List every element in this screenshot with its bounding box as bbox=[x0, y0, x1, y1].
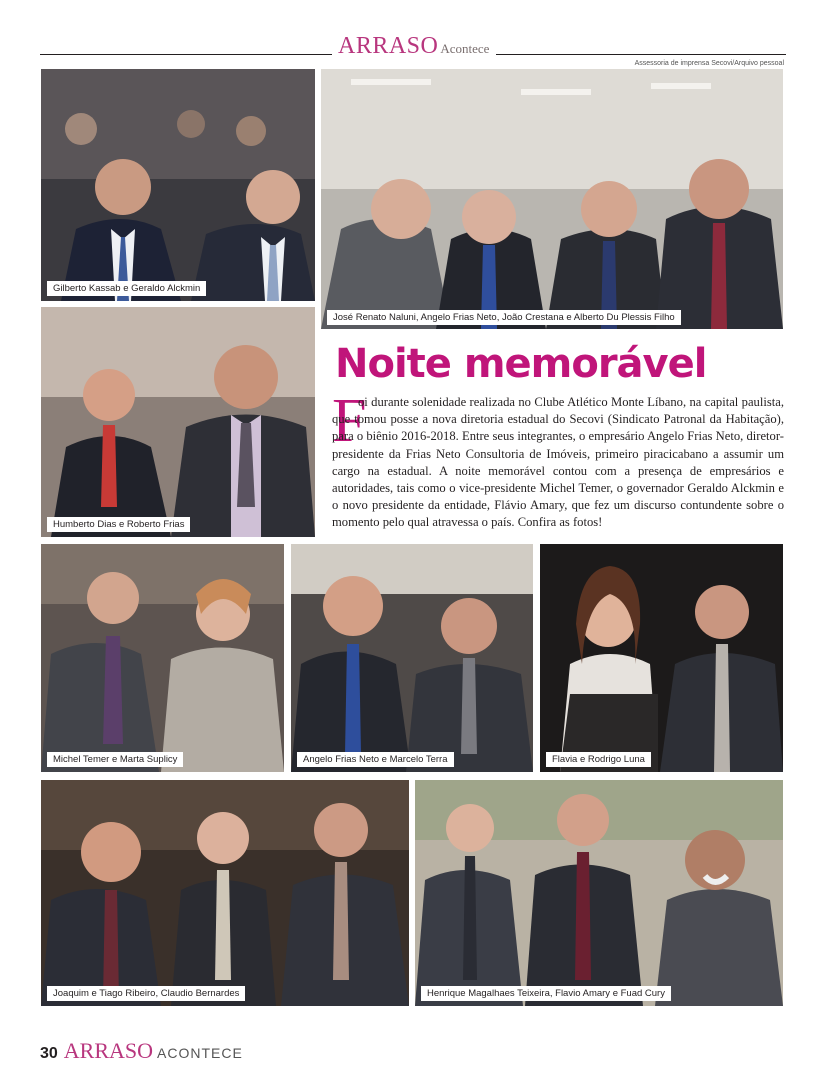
article-body bbox=[332, 394, 784, 532]
photo-temer-suplicy bbox=[41, 544, 284, 772]
page-number: 30 bbox=[40, 1045, 58, 1062]
article-dropcap: F bbox=[332, 387, 367, 455]
photo-credit: Assessoria de imprensa Secovi/Arquivo pessoal bbox=[634, 60, 784, 67]
photo-caption: Gilberto Kassab e Geraldo Alckmin bbox=[47, 281, 206, 296]
photo-image bbox=[41, 544, 284, 772]
photo-frias-terra bbox=[291, 544, 533, 772]
article-body-text: oi durante solenidade realizada no Clube Atlético Monte Líbano, na capital paulista, que tomou posse a nova diretoria estadual do Secovi (Sindicato Patronal da Habitação), para o biênio 2016-2018. Entre seus integrantes, o empresário Angelo Frias Neto, diretor-presidente da Frias Neto Consultoria de Imóveis, primeiro piracicabano a assumir um cargo na estadual. A noite memorável contou com a presença de empresários e autoridades, tais como o vice-presidente Michel Temer, o governador Geraldo Alckmin e o novo presidente da entidade, Flávio Amary, que fez um discurso contundente sobre o momento pelo qual atravessa o país. Confira as fotos! bbox=[332, 395, 784, 530]
photo-image bbox=[41, 69, 315, 301]
photo-image bbox=[321, 69, 783, 329]
masthead-brand: ARRASO bbox=[338, 33, 439, 59]
photo-flavia-rodrigo bbox=[540, 544, 783, 772]
photo-group-four bbox=[321, 69, 783, 329]
photo-image bbox=[540, 544, 783, 772]
photo-image bbox=[41, 780, 409, 1006]
footer-brand: ARRASO bbox=[63, 1038, 154, 1063]
photo-caption: Michel Temer e Marta Suplicy bbox=[47, 752, 183, 767]
photo-caption: Henrique Magalhaes Teixeira, Flavio Amary e Fuad Cury bbox=[421, 986, 671, 1001]
page-footer bbox=[40, 1038, 243, 1064]
photo-image bbox=[41, 307, 315, 537]
photo-image bbox=[291, 544, 533, 772]
photo-caption: Joaquim e Tiago Ribeiro, Claudio Bernardes bbox=[47, 986, 245, 1001]
masthead bbox=[338, 33, 489, 60]
photo-caption: José Renato Naluni, Angelo Frias Neto, João Crestana e Alberto Du Plessis Filho bbox=[327, 310, 681, 325]
header-rule-left bbox=[40, 54, 332, 55]
photo-ribeiro-bernardes bbox=[41, 780, 409, 1006]
article-title: Noite memorável bbox=[335, 341, 707, 387]
photo-caption: Angelo Frias Neto e Marcelo Terra bbox=[297, 752, 454, 767]
photo-caption: Humberto Dias e Roberto Frias bbox=[47, 517, 190, 532]
footer-section: ACONTECE bbox=[157, 1045, 243, 1061]
header-rule-right bbox=[496, 54, 786, 55]
masthead-section: Acontece bbox=[440, 41, 490, 56]
photo-image bbox=[415, 780, 783, 1006]
photo-caption: Flavia e Rodrigo Luna bbox=[546, 752, 651, 767]
photo-dias-frias bbox=[41, 307, 315, 537]
photo-kassab-alckmin bbox=[41, 69, 315, 301]
photo-teixeira-amary-cury bbox=[415, 780, 783, 1006]
